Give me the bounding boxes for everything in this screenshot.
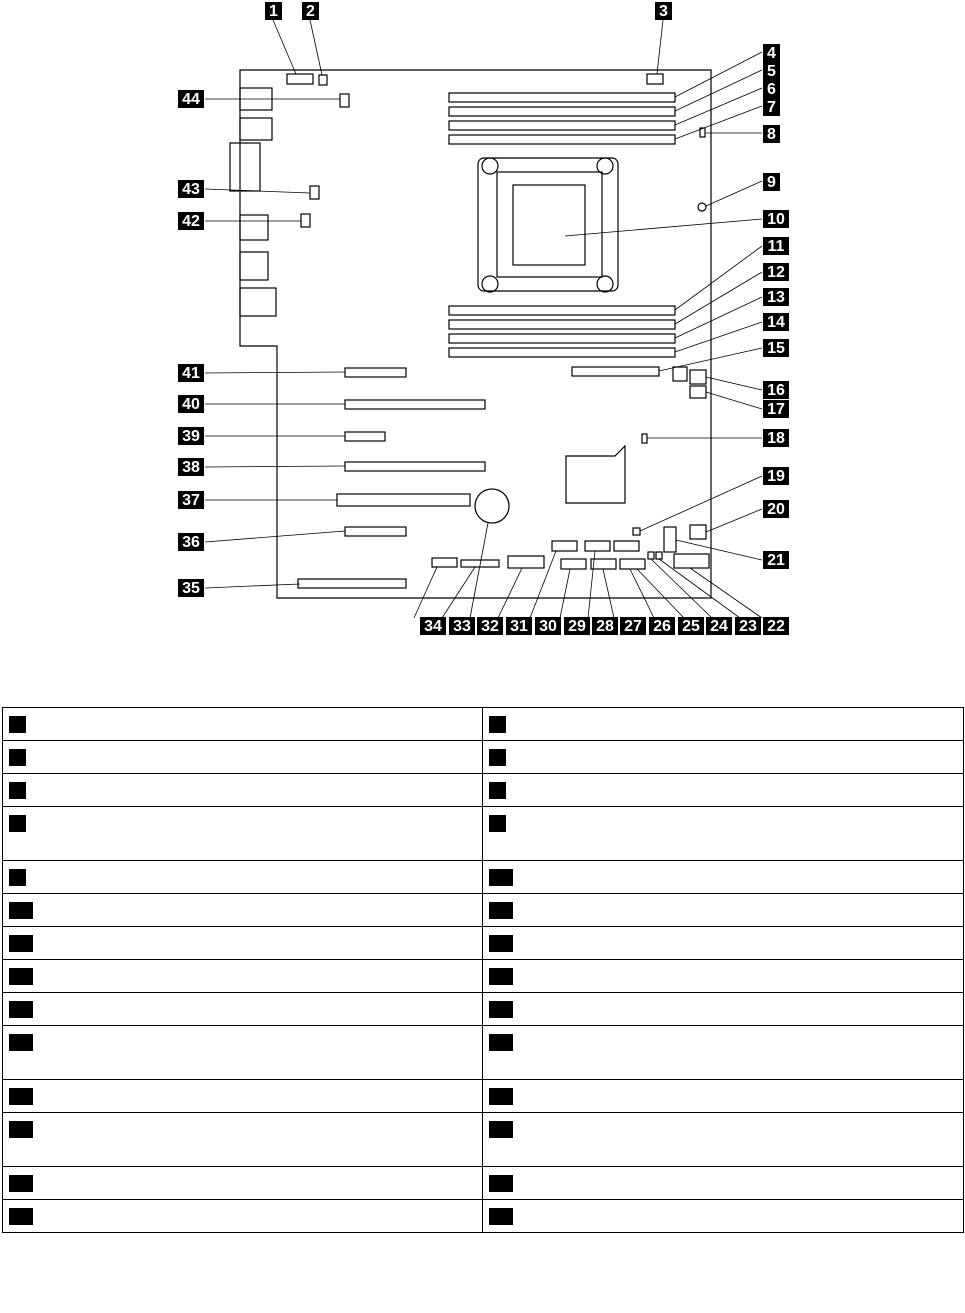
- callout-4: 4: [767, 45, 776, 62]
- sata-port: [620, 559, 645, 569]
- table-row: [3, 1080, 964, 1113]
- table-row: [3, 774, 964, 807]
- table-cell: [3, 960, 483, 993]
- header-connector: [633, 528, 640, 535]
- header-connector: [674, 554, 709, 568]
- pcie-slot: [345, 400, 485, 409]
- table-cell: [483, 807, 964, 861]
- callout-42: 42: [182, 213, 200, 230]
- rear-io-block: [240, 252, 268, 280]
- sata-port: [561, 559, 586, 569]
- callout-39: 39: [182, 428, 200, 445]
- battery-post: [698, 203, 706, 211]
- callout-9: 9: [767, 174, 776, 191]
- callout-chip: [9, 968, 33, 985]
- header-connector: [301, 214, 310, 227]
- table-cell: [483, 1200, 964, 1233]
- callout-chip: [489, 1208, 513, 1225]
- callout-19: 19: [767, 468, 785, 485]
- callout-31: 31: [510, 618, 528, 635]
- callout-chip: [489, 869, 513, 886]
- callout-14: 14: [767, 314, 785, 331]
- table-cell: [483, 1113, 964, 1167]
- table-row: [3, 1200, 964, 1233]
- callout-43: 43: [182, 181, 200, 198]
- callout-36: 36: [182, 534, 200, 551]
- memory-slots-lower: [449, 306, 675, 357]
- table-row: [3, 807, 964, 861]
- power-connector: [673, 367, 687, 381]
- callout-chip: [9, 749, 26, 766]
- callout-chip: [9, 782, 26, 799]
- callout-chip: [9, 1208, 33, 1225]
- table-row: [3, 1113, 964, 1167]
- callout-11: 11: [767, 238, 785, 255]
- header-connector: [648, 552, 654, 559]
- callout-chip: [489, 1175, 513, 1192]
- table-cell: [3, 774, 483, 807]
- rear-io-block: [230, 143, 260, 191]
- callout-38: 38: [182, 459, 200, 476]
- table-cell: [3, 993, 483, 1026]
- pcie-slot: [345, 527, 406, 536]
- callout-chip: [489, 1034, 513, 1051]
- parts-table: [2, 707, 964, 1233]
- callout-18: 18: [767, 430, 785, 447]
- sata-port: [591, 559, 616, 569]
- callout-32: 32: [481, 618, 499, 635]
- callout-40: 40: [182, 396, 200, 413]
- table-cell: [3, 807, 483, 861]
- callout-25: 25: [682, 618, 700, 635]
- table-cell: [483, 708, 964, 741]
- callout-labels: [178, 2, 789, 635]
- table-row: [3, 1167, 964, 1200]
- callout-28: 28: [596, 618, 614, 635]
- table-row: [3, 708, 964, 741]
- rear-io-block: [240, 215, 268, 240]
- table-cell: [3, 1080, 483, 1113]
- callout-30: 30: [539, 618, 557, 635]
- header-connector: [508, 556, 544, 568]
- power-connector: [690, 386, 706, 398]
- table-cell: [483, 927, 964, 960]
- header-connector: [642, 434, 647, 443]
- header-connector: [664, 527, 676, 552]
- callout-22: 22: [767, 618, 785, 635]
- table-row: [3, 861, 964, 894]
- rear-io-block: [240, 288, 276, 316]
- table-cell: [483, 960, 964, 993]
- table-cell: [483, 993, 964, 1026]
- callout-chip: [9, 1034, 33, 1051]
- table-cell: [483, 1167, 964, 1200]
- callout-35: 35: [182, 580, 200, 597]
- table-cell: [3, 927, 483, 960]
- callout-chip: [489, 902, 513, 919]
- table-row: [3, 1026, 964, 1080]
- callout-7: 7: [767, 99, 776, 116]
- callout-chip: [489, 935, 513, 952]
- callout-26: 26: [653, 618, 671, 635]
- callout-chip: [489, 716, 506, 733]
- callout-chip: [9, 869, 26, 886]
- pcie-slot: [337, 494, 470, 506]
- callout-chip: [489, 782, 506, 799]
- table-cell: [483, 1026, 964, 1080]
- callout-15: 15: [767, 340, 785, 357]
- callout-chip: [9, 935, 33, 952]
- table-cell: [483, 861, 964, 894]
- table-row: [3, 741, 964, 774]
- callout-1: 1: [269, 3, 278, 20]
- power-connector: [690, 370, 706, 384]
- callout-8: 8: [767, 126, 776, 143]
- table-cell: [3, 741, 483, 774]
- callout-37: 37: [182, 492, 200, 509]
- pcie-slot: [345, 432, 385, 441]
- cpu-socket: [478, 158, 618, 292]
- header-connector: [432, 558, 457, 567]
- table-cell: [3, 1200, 483, 1233]
- pci-slot: [298, 579, 406, 588]
- callout-chip: [489, 815, 506, 832]
- callout-2: 2: [306, 3, 315, 20]
- table-cell: [483, 894, 964, 927]
- pcie-slot: [345, 462, 485, 471]
- callout-13: 13: [767, 289, 785, 306]
- table-cell: [483, 774, 964, 807]
- callout-16: 16: [767, 382, 785, 399]
- callout-23: 23: [739, 618, 757, 635]
- callout-24: 24: [710, 618, 728, 635]
- table-row: [3, 960, 964, 993]
- sata-port: [585, 541, 610, 551]
- callout-chip: [9, 1088, 33, 1105]
- pcie-slot: [345, 368, 406, 377]
- header-connector: [656, 552, 662, 559]
- table-row: [3, 927, 964, 960]
- callout-34: 34: [424, 618, 442, 635]
- callout-5: 5: [767, 63, 776, 80]
- callout-20: 20: [767, 501, 785, 518]
- callout-12: 12: [767, 264, 785, 281]
- header-connector: [647, 74, 663, 84]
- table-cell: [483, 1080, 964, 1113]
- callout-chip: [489, 968, 513, 985]
- header-connector: [310, 186, 319, 199]
- callout-chip: [9, 1001, 33, 1018]
- leader-lines: [205, 20, 762, 618]
- header-connector: [287, 74, 313, 84]
- callout-44: 44: [182, 91, 200, 108]
- table-cell: [3, 1167, 483, 1200]
- sata-port: [552, 541, 577, 551]
- callout-chip: [489, 1001, 513, 1018]
- callout-27: 27: [624, 618, 642, 635]
- callout-chip: [489, 1088, 513, 1105]
- table-cell: [3, 861, 483, 894]
- callout-chip: [9, 716, 26, 733]
- table-cell: [483, 741, 964, 774]
- callout-33: 33: [453, 618, 471, 635]
- table-row: [3, 993, 964, 1026]
- callout-chip: [9, 815, 26, 832]
- pcie-slot: [572, 367, 659, 376]
- rear-io-block: [240, 118, 272, 140]
- callout-21: 21: [767, 552, 785, 569]
- callout-6: 6: [767, 81, 776, 98]
- table-cell: [3, 1026, 483, 1080]
- sata-port: [614, 541, 639, 551]
- table-cell: [3, 708, 483, 741]
- callout-41: 41: [182, 365, 200, 382]
- power-connector: [690, 525, 706, 539]
- callout-chip: [489, 1121, 513, 1138]
- callout-chip: [489, 749, 506, 766]
- callout-chip: [9, 1121, 33, 1138]
- table-cell: [3, 1113, 483, 1167]
- callout-10: 10: [767, 211, 785, 228]
- callout-chip: [9, 1175, 33, 1192]
- header-connector: [340, 94, 349, 107]
- table-cell: [3, 894, 483, 927]
- memory-slots-upper: [449, 93, 675, 144]
- table-row: [3, 894, 964, 927]
- coin-battery: [475, 489, 509, 523]
- chipset: [566, 446, 625, 503]
- callout-3: 3: [659, 3, 668, 20]
- callout-chip: [9, 902, 33, 919]
- callout-29: 29: [568, 618, 586, 635]
- header-connector: [319, 75, 327, 85]
- callout-17: 17: [767, 401, 785, 418]
